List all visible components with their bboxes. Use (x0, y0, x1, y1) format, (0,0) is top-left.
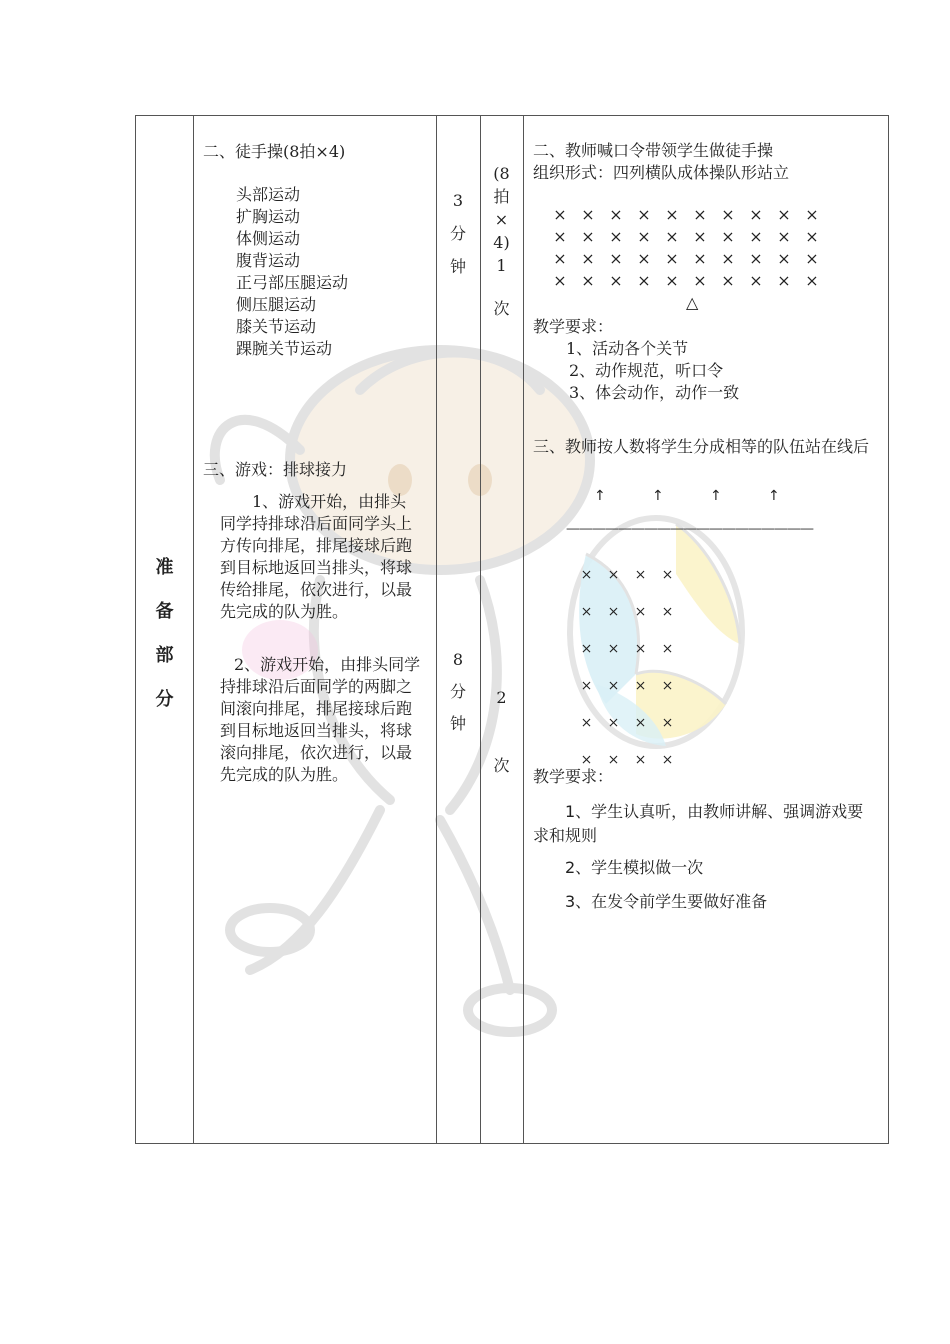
student-mark: × (607, 715, 620, 731)
student-mark: × (637, 271, 651, 290)
student-mark: × (637, 227, 651, 246)
formation-row (546, 248, 826, 270)
arrow-up-icon: ↑ (710, 488, 722, 504)
student-mark: × (609, 227, 623, 246)
student-mark: × (777, 227, 791, 246)
student-mark: × (634, 567, 647, 583)
student-mark: × (634, 678, 647, 694)
section-char: 分 (155, 689, 174, 710)
gymnastics-time (436, 184, 480, 283)
student-mark: × (634, 604, 647, 620)
student-mark: × (607, 604, 620, 620)
time-char: 钟 (449, 257, 466, 276)
student-mark: × (553, 205, 567, 224)
student-mark: × (749, 227, 763, 246)
student-mark: × (553, 271, 567, 290)
arrow-up-icon: ↑ (652, 488, 664, 504)
student-mark: × (580, 715, 593, 731)
count-char: (8 (493, 164, 510, 183)
formation-row (546, 204, 826, 226)
formation-row (573, 556, 681, 593)
time-char: 3 (452, 191, 464, 210)
section-char: 部 (155, 645, 174, 666)
student-mark: × (805, 249, 819, 268)
student-mark: × (553, 227, 567, 246)
student-mark: × (749, 271, 763, 290)
student-mark: × (693, 249, 707, 268)
formation-row (546, 270, 826, 292)
count-char: × (494, 210, 509, 229)
time-char: 钟 (449, 714, 466, 733)
gymnastics-title: 二、徒手操(8拍×4) (203, 142, 346, 161)
student-mark: × (693, 227, 707, 246)
student-mark: × (661, 715, 674, 731)
organization-text: 组织形式：四列横队成体操队形站立 (533, 163, 790, 182)
game-rule-1: 1、游戏开始，由排头同学持排球沿后面同学头上方传向排尾，排尾接球后跑到目标地返回当排头，将球传给排尾，依次进行，以最先完成的队为胜。 (220, 492, 413, 621)
exercise-item: 扩胸运动 (236, 207, 301, 226)
student-mark: × (580, 752, 593, 768)
requirement-item: 3、体会动作，动作一致 (569, 383, 740, 402)
count-char: 次 (493, 756, 510, 775)
student-mark: × (749, 205, 763, 224)
student-mark: × (777, 249, 791, 268)
student-mark: × (609, 249, 623, 268)
student-mark: × (607, 752, 620, 768)
student-mark: × (661, 752, 674, 768)
arrow-up-icon: ↑ (594, 488, 606, 504)
requirement-item: 1、活动各个关节 (566, 339, 689, 358)
exercise-item: 正弓部压腿运动 (236, 273, 349, 292)
student-mark: × (721, 227, 735, 246)
student-mark: × (665, 227, 679, 246)
student-mark: × (665, 249, 679, 268)
teacher-triangle-icon: △ (686, 293, 699, 312)
exercise-item: 踝腕关节运动 (236, 339, 333, 358)
requirement-item: 2、学生模拟做一次 (565, 858, 704, 877)
student-mark: × (661, 678, 674, 694)
formation-row (573, 593, 681, 630)
game-formation-grid (573, 556, 681, 778)
student-mark: × (607, 641, 620, 657)
game-rule-2: 2、游戏开始，由排头同学持排球沿后面同学的两脚之间滚向排尾，排尾接球后跑到目标地返回当排头，将球滚向排尾，依次进行，以最先完成的队为胜。 (220, 655, 421, 784)
time-char: 分 (449, 224, 466, 243)
student-mark: × (607, 678, 620, 694)
student-mark: × (661, 567, 674, 583)
student-mark: × (805, 227, 819, 246)
student-mark: × (634, 641, 647, 657)
formation-row (573, 630, 681, 667)
student-mark: × (609, 271, 623, 290)
student-mark: × (693, 205, 707, 224)
count-char: 次 (493, 299, 510, 318)
section-char: 备 (155, 601, 174, 622)
student-mark: × (665, 205, 679, 224)
student-mark: × (580, 567, 593, 583)
student-mark: × (665, 271, 679, 290)
game-time (436, 644, 480, 740)
game-count (480, 664, 523, 800)
student-mark: × (777, 271, 791, 290)
exercise-item: 腹背运动 (236, 251, 301, 270)
lesson-plan-table (135, 115, 889, 1144)
formation-grid (546, 204, 826, 292)
student-mark: × (749, 249, 763, 268)
gymnastics-item-list (236, 184, 348, 360)
requirements-title: 教学要求： (533, 317, 614, 336)
student-mark: × (580, 678, 593, 694)
student-mark: × (607, 567, 620, 583)
student-mark: × (661, 604, 674, 620)
student-mark: × (609, 205, 623, 224)
student-mark: × (721, 205, 735, 224)
count-char: 拍 (493, 187, 510, 206)
requirement-item: 3、在发令前学生要做好准备 (565, 892, 768, 911)
exercise-item: 体侧运动 (236, 229, 301, 248)
student-mark: × (634, 752, 647, 768)
start-line: ——————————————————— (566, 521, 813, 537)
time-char: 分 (449, 682, 466, 701)
section-char: 准 (155, 557, 174, 578)
student-mark: × (805, 205, 819, 224)
student-mark: × (637, 205, 651, 224)
requirements-title: 教学要求： (533, 767, 614, 786)
requirement-item: 2、动作规范，听口令 (569, 361, 724, 380)
gymnastics-count (480, 162, 523, 320)
student-mark: × (637, 249, 651, 268)
student-mark: × (581, 271, 595, 290)
student-mark: × (553, 249, 567, 268)
student-mark: × (634, 715, 647, 731)
count-char: 2 (496, 688, 507, 707)
student-mark: × (721, 249, 735, 268)
time-char: 8 (452, 650, 464, 669)
count-char: 1 (496, 256, 507, 275)
student-mark: × (580, 641, 593, 657)
formation-row (546, 226, 826, 248)
exercise-item: 膝关节运动 (236, 317, 317, 336)
gymnastics-teacher-text: 二、教师喊口令带领学生做徒手操 (533, 141, 774, 160)
exercise-item: 头部运动 (236, 185, 301, 204)
exercise-item: 侧压腿运动 (236, 295, 317, 314)
student-mark: × (581, 249, 595, 268)
student-mark: × (581, 227, 595, 246)
formation-row (573, 667, 681, 704)
student-mark: × (661, 641, 674, 657)
formation-row (573, 704, 681, 741)
game-teacher-text: 三、教师按人数将学生分成相等的队伍站在线后 (533, 437, 870, 456)
student-mark: × (581, 205, 595, 224)
student-mark: × (805, 271, 819, 290)
game-title: 三、游戏：排球接力 (203, 460, 348, 479)
count-char: 4) (493, 233, 510, 252)
student-mark: × (721, 271, 735, 290)
arrow-up-icon: ↑ (768, 488, 780, 504)
student-mark: × (693, 271, 707, 290)
student-mark: × (580, 604, 593, 620)
section-label (136, 546, 193, 722)
student-mark: × (777, 205, 791, 224)
requirement-item: 1、学生认真听，由教师讲解、强调游戏要求和规则 (533, 802, 864, 845)
